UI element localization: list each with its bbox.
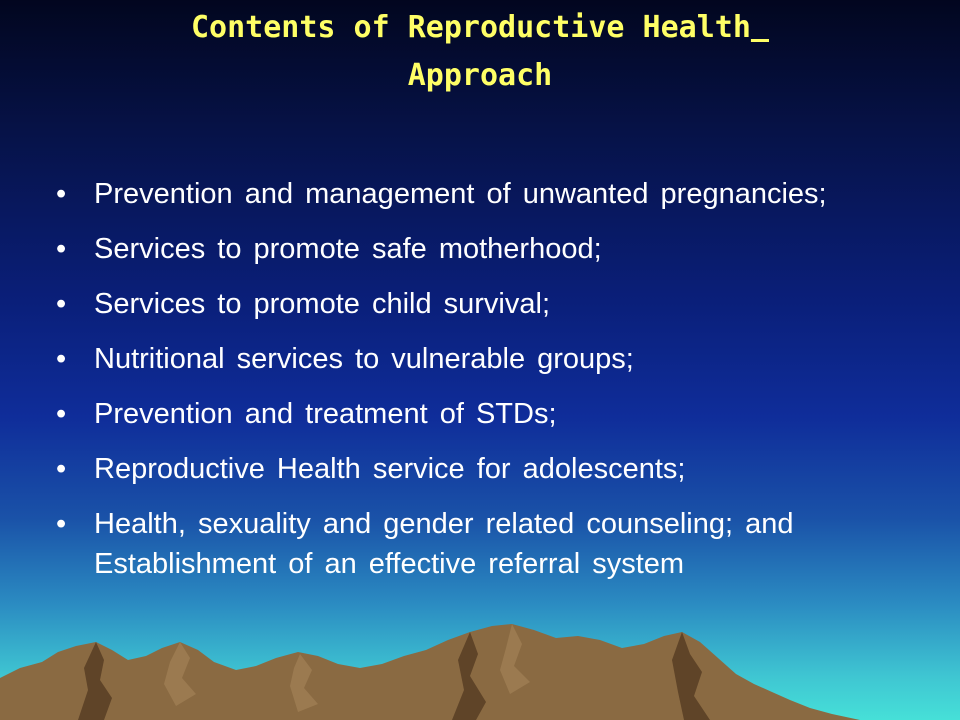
- bullet-item: [56, 394, 936, 434]
- title-line-2: Approach: [407, 58, 553, 93]
- bullet-text: Nutritional services to vulnerable groups;: [94, 343, 634, 375]
- bullet-item: [56, 449, 936, 489]
- mountain-range-illustration: [0, 620, 960, 720]
- bullet-item: [56, 229, 936, 269]
- bullet-dot-icon: •: [56, 508, 67, 540]
- bullet-dot-icon: •: [56, 178, 67, 210]
- bullet-item: [56, 504, 936, 584]
- slide-title: [0, 4, 960, 100]
- bullet-text: Prevention and treatment of STDs;: [94, 398, 557, 430]
- bullet-text: Services to promote safe motherhood;: [94, 233, 602, 265]
- bullet-dot-icon: •: [56, 453, 67, 485]
- bullet-text: Services to promote child survival;: [94, 288, 550, 320]
- bullet-item: [56, 284, 936, 324]
- bullet-text: Health, sexuality and gender related counseling; and Establishment of an effective referral system: [94, 508, 794, 580]
- mountain-range: [0, 624, 860, 720]
- title-line-1: Contents of Reproductive Health: [191, 10, 751, 45]
- title-underline-space: [751, 10, 769, 45]
- bullet-text: Prevention and management of unwanted pregnancies;: [94, 178, 827, 210]
- bullet-dot-icon: •: [56, 288, 67, 320]
- bullet-dot-icon: •: [56, 233, 67, 265]
- bullet-list: [56, 174, 936, 599]
- bullet-item: [56, 174, 936, 214]
- bullet-dot-icon: •: [56, 398, 67, 430]
- bullet-text: Reproductive Health service for adolescents;: [94, 453, 686, 485]
- bullet-dot-icon: •: [56, 343, 67, 375]
- bullet-item: [56, 339, 936, 379]
